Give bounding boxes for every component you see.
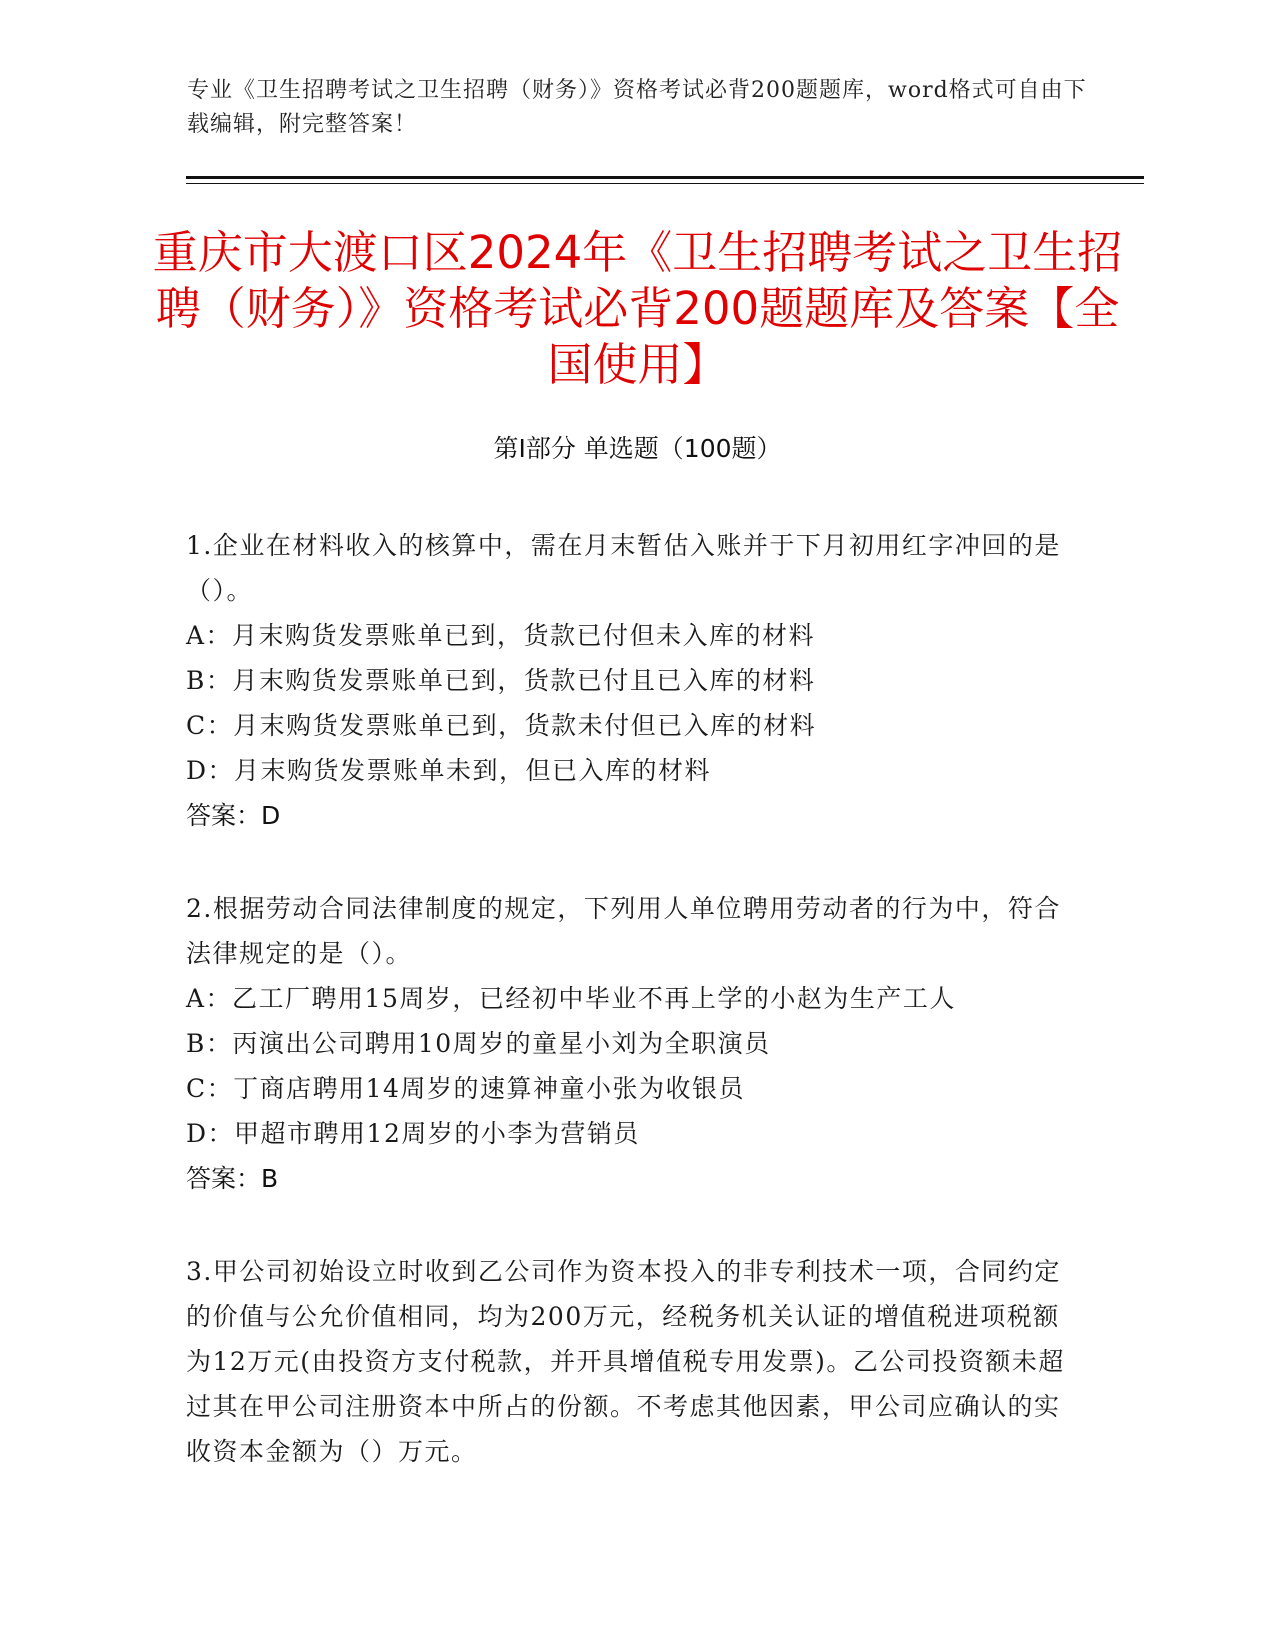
option-b: B：丙演出公司聘用10周岁的童星小刘为全职演员 [186, 1029, 771, 1058]
header-note: 专业《卫生招聘考试之卫生招聘（财务）》资格考试必背200题题库，word格式可自由下载编辑，附完整答案！ [187, 78, 1087, 137]
answer: 答案：B [186, 1164, 279, 1193]
option-d: D：甲超市聘用12周岁的小李为营销员 [186, 1119, 640, 1148]
question-stem: 1.企业在材料收入的核算中，需在月末暂估入账并于下月初用红字冲回的是（）。 [186, 531, 1061, 605]
header-rule-thick [186, 176, 1144, 179]
option-c: C：丁商店聘用14周岁的速算神童小张为收银员 [186, 1074, 745, 1103]
document-title: 重庆市大渡口区2024年《卫生招聘考试之卫生招聘（财务）》资格考试必背200题题库及答案【全国使用】 [152, 226, 1123, 391]
option-d: D：月末购货发票账单未到，但已入库的材料 [186, 756, 712, 785]
question-stem: 3.甲公司初始设立时收到乙公司作为资本投入的非专利技术一项，合同约定的价值与公允价值相同，均为200万元，经税务机关认证的增值税进项税额为12万元(由投资方支付税款，并开具增值税专用发票)。乙公司投资额未超过其在甲公司注册资本中所占的份额。不考虑其他因素，甲公司应确认的实收资本金额为（）万元。 [186, 1257, 1065, 1466]
answer: 答案：D [186, 801, 281, 830]
option-b: B：月末购货发票账单已到，货款已付且已入库的材料 [186, 666, 816, 695]
question-1 [186, 523, 1066, 838]
question-list [186, 523, 1066, 1522]
header-rule-thin [186, 183, 1144, 184]
option-a: A：月末购货发票账单已到，货款已付但未入库的材料 [186, 621, 816, 650]
question-3 [186, 1249, 1066, 1474]
question-stem: 2.根据劳动合同法律制度的规定，下列用人单位聘用劳动者的行为中，符合法律规定的是（）。 [186, 894, 1061, 968]
section-heading: 第I部分 单选题（100题） [493, 434, 782, 463]
option-c: C：月末购货发票账单已到，货款未付但已入库的材料 [186, 711, 817, 740]
option-a: A：乙工厂聘用15周岁，已经初中毕业不再上学的小赵为生产工人 [186, 984, 956, 1013]
question-2 [186, 886, 1066, 1201]
